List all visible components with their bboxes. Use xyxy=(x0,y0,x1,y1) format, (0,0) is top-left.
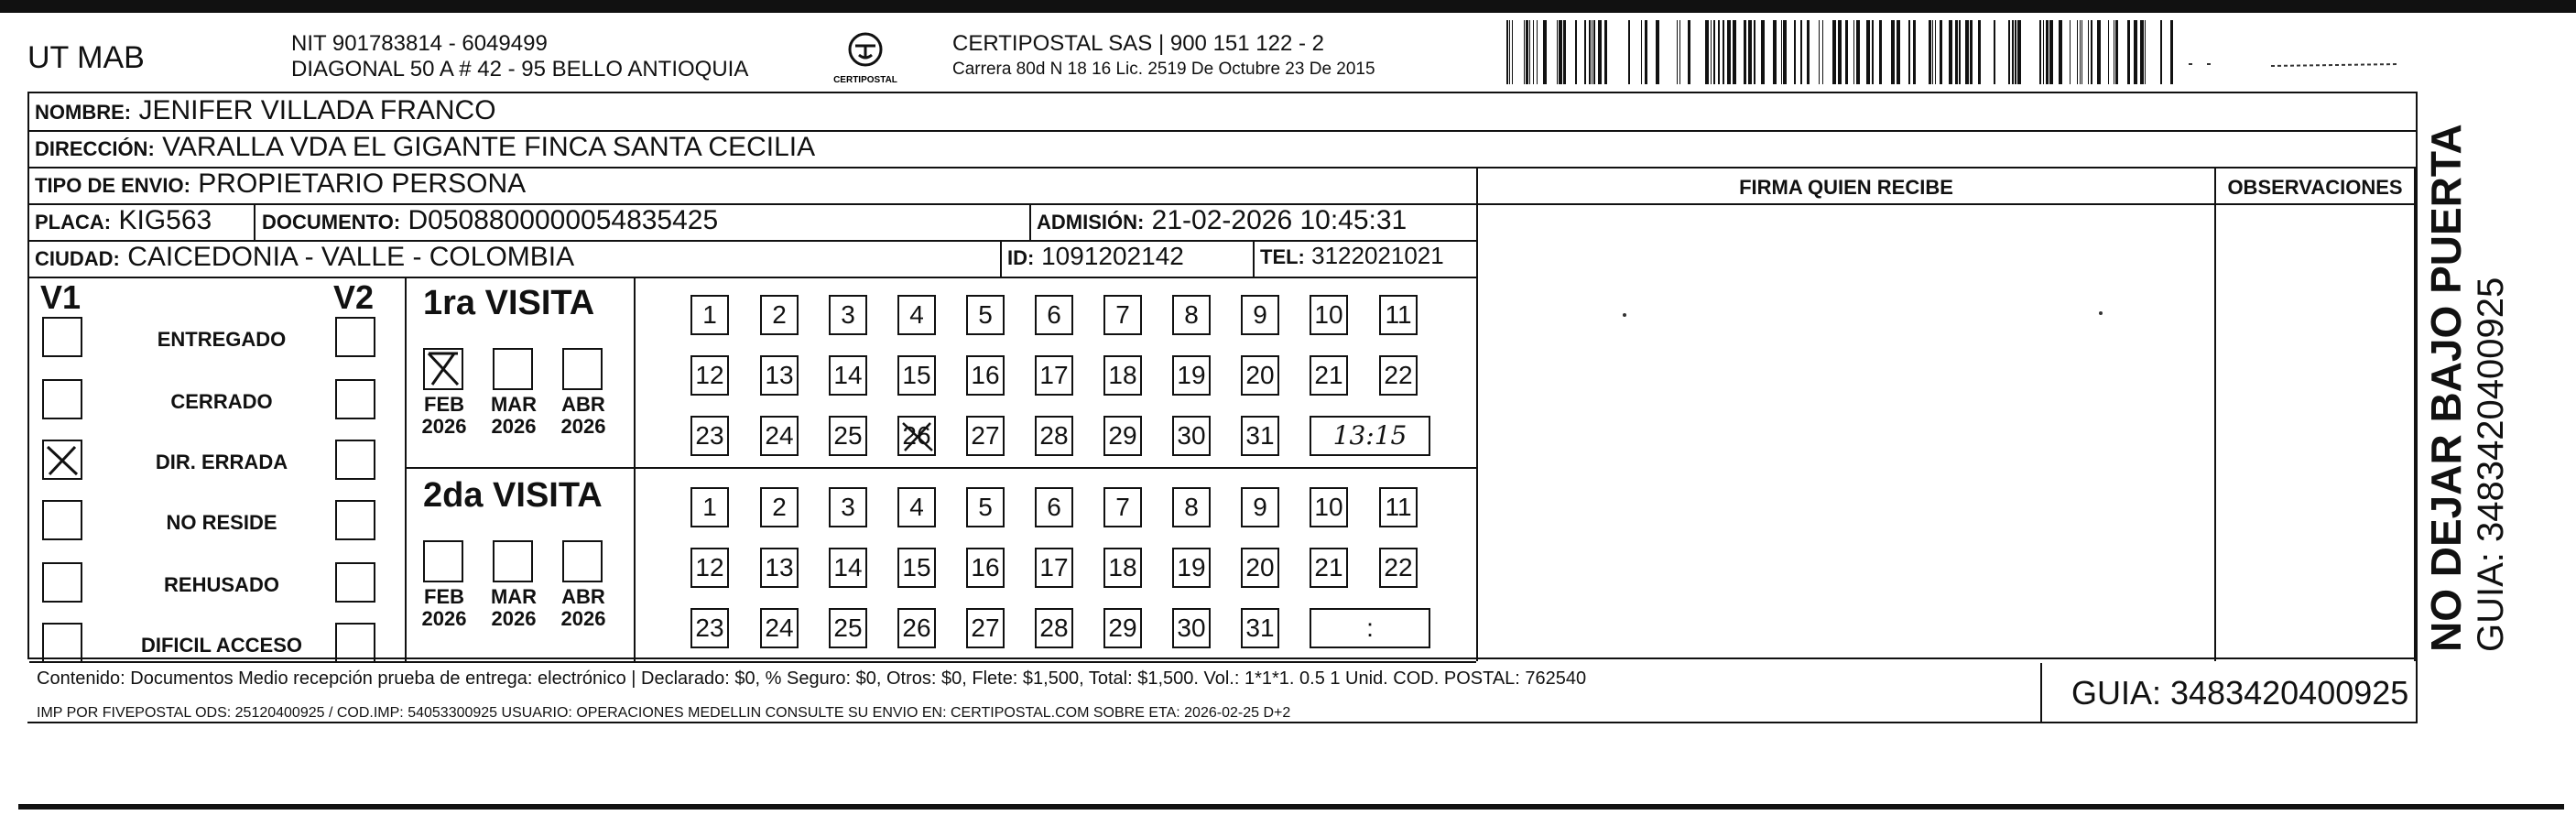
day-number: 4 xyxy=(909,300,924,329)
month-checkbox[interactable] xyxy=(423,348,463,390)
day-box[interactable] xyxy=(897,548,936,588)
day-box[interactable] xyxy=(1241,355,1279,396)
day-box[interactable] xyxy=(897,355,936,396)
day-number: 7 xyxy=(1115,300,1130,329)
day-number: 25 xyxy=(833,421,863,450)
day-box[interactable] xyxy=(760,416,799,456)
month-label xyxy=(412,394,476,438)
status-label: NO RESIDE xyxy=(166,511,277,534)
company-nit: NIT 901783814 - 6049499 xyxy=(291,31,548,56)
page-bottom-border xyxy=(18,804,2564,810)
month-label xyxy=(551,394,615,438)
firma-mark xyxy=(1623,313,1626,317)
side-guia-text: GUIA: 3483420400925 xyxy=(2471,277,2511,652)
day-number: 30 xyxy=(1177,421,1206,450)
day-box[interactable] xyxy=(1035,548,1073,588)
v2-checkbox[interactable] xyxy=(335,562,375,603)
status-label: ENTREGADO xyxy=(157,328,287,351)
day-number: 8 xyxy=(1184,493,1199,521)
day-number: 27 xyxy=(971,421,1000,450)
day-box[interactable] xyxy=(1035,295,1073,335)
day-box[interactable] xyxy=(1103,608,1142,648)
month-checkbox[interactable] xyxy=(493,348,533,390)
tel-label: TEL: xyxy=(1260,245,1305,268)
day-box[interactable] xyxy=(1103,548,1142,588)
day-number: 24 xyxy=(765,421,794,450)
day-box[interactable] xyxy=(1310,487,1348,527)
day-box[interactable] xyxy=(829,295,867,335)
day-box[interactable] xyxy=(1241,608,1279,648)
day-number: 5 xyxy=(978,493,993,521)
day-number: 27 xyxy=(971,614,1000,642)
month-year: 2026 xyxy=(560,415,606,438)
day-box[interactable] xyxy=(760,295,799,335)
carrier-address: Carrera 80d N 18 16 Lic. 2519 De Octubre 23 De 2015 xyxy=(952,60,1375,79)
day-number: 12 xyxy=(695,553,724,581)
nombre-label: NOMBRE: xyxy=(35,101,132,124)
day-box[interactable] xyxy=(1035,608,1073,648)
footer-bottom-line xyxy=(27,722,2418,723)
barcode xyxy=(1506,20,2184,84)
day-number: 20 xyxy=(1245,361,1275,389)
day-box[interactable] xyxy=(829,355,867,396)
page-top-border xyxy=(0,0,2576,13)
day-number: 29 xyxy=(1108,614,1137,642)
day-number: 8 xyxy=(1184,300,1199,329)
day-box[interactable] xyxy=(1172,548,1211,588)
day-number: 19 xyxy=(1177,553,1206,581)
day-number: 28 xyxy=(1039,421,1069,450)
carrier-name: CERTIPOSTAL SAS | 900 151 122 - 2 xyxy=(952,31,1324,56)
day-number: 10 xyxy=(1314,493,1343,521)
day-number: 19 xyxy=(1177,361,1206,389)
admision-field xyxy=(1037,205,1407,236)
day-box[interactable] xyxy=(1379,548,1418,588)
certipostal-logo-icon xyxy=(833,27,897,92)
day-number: 21 xyxy=(1314,361,1343,389)
status-label: DIFICIL ACCESO xyxy=(140,634,302,657)
v2-checkbox[interactable] xyxy=(335,440,375,480)
day-box[interactable] xyxy=(966,608,1005,648)
carrier-block xyxy=(952,31,1375,82)
check-mark-icon xyxy=(425,350,462,388)
v1-label: V1 xyxy=(40,278,82,316)
day-box[interactable] xyxy=(897,608,936,648)
day-box[interactable] xyxy=(1379,295,1418,335)
month-name: ABR xyxy=(561,585,605,608)
day-box[interactable] xyxy=(1103,416,1142,456)
direccion-field xyxy=(35,132,815,163)
day-box[interactable] xyxy=(829,416,867,456)
day-number: 6 xyxy=(1047,493,1061,521)
day-box[interactable] xyxy=(1172,355,1211,396)
day-number: 3 xyxy=(841,300,855,329)
direccion-value: VARALLA VDA EL GIGANTE FINCA SANTA CECILIA xyxy=(162,132,816,162)
tel-value: 3122021021 xyxy=(1311,242,1444,269)
day-box[interactable] xyxy=(1035,355,1073,396)
day-box[interactable] xyxy=(1310,355,1348,396)
day-number: 9 xyxy=(1253,300,1267,329)
day-box[interactable] xyxy=(1103,487,1142,527)
day-box[interactable] xyxy=(690,355,729,396)
month-name: MAR xyxy=(490,393,538,416)
month-checkbox[interactable] xyxy=(562,540,603,582)
v2-checkbox[interactable] xyxy=(335,379,375,419)
day-box[interactable] xyxy=(760,487,799,527)
day-number: 23 xyxy=(695,614,724,642)
status-label: DIR. ERRADA xyxy=(155,451,288,473)
day-number: 18 xyxy=(1108,361,1137,389)
documento-value: D0508800000054835425 xyxy=(408,205,719,235)
day-number: 22 xyxy=(1384,361,1413,389)
day-number: 2 xyxy=(772,300,787,329)
day-number: 30 xyxy=(1177,614,1206,642)
nombre-field xyxy=(35,95,496,126)
month-year: 2026 xyxy=(421,607,467,630)
ciudad-field xyxy=(35,242,574,273)
day-box[interactable] xyxy=(966,416,1005,456)
day-box[interactable] xyxy=(966,487,1005,527)
ciudad-label: CIUDAD: xyxy=(35,247,120,270)
id-value: 1091202142 xyxy=(1041,242,1184,270)
day-number: 15 xyxy=(902,361,931,389)
firma-header: FIRMA QUIEN RECIBE xyxy=(1739,176,1953,199)
id-field xyxy=(1007,242,1184,271)
day-box[interactable] xyxy=(1310,548,1348,588)
v1-checkbox[interactable] xyxy=(42,562,82,603)
day-number: 24 xyxy=(765,614,794,642)
v2-checkbox[interactable] xyxy=(335,500,375,540)
day-box[interactable] xyxy=(760,355,799,396)
month-name: ABR xyxy=(561,393,605,416)
day-box[interactable] xyxy=(897,295,936,335)
day-box[interactable] xyxy=(897,416,936,456)
direccion-label: DIRECCIÓN: xyxy=(35,137,155,160)
day-number: 29 xyxy=(1108,421,1137,450)
footer-contents: Contenido: Documentos Medio recepción prueba de entrega: electrónico | Declarado: $0, % Seguro: $0, Otros: $0, Flete: $1,500, Total: $1,500. Vol.: 1*1*1. 0.5 1 Unid. COD. POSTAL: 762540 xyxy=(37,668,1587,689)
company-address: DIAGONAL 50 A # 42 - 95 BELLO ANTIOQUIA xyxy=(291,57,749,82)
admision-label: ADMISIÓN: xyxy=(1037,211,1145,234)
month-year: 2026 xyxy=(491,607,537,630)
company-name: UT MAB xyxy=(27,40,145,75)
day-box[interactable] xyxy=(1241,487,1279,527)
day-box[interactable] xyxy=(690,295,729,335)
month-year: 2026 xyxy=(560,607,606,630)
day-number: 31 xyxy=(1245,421,1275,450)
day-number: 9 xyxy=(1253,493,1267,521)
day-number: 7 xyxy=(1115,493,1130,521)
day-box[interactable] xyxy=(760,548,799,588)
visit-title: 1ra VISITA xyxy=(423,284,595,322)
day-box[interactable] xyxy=(760,608,799,648)
v1-checkbox[interactable] xyxy=(42,379,82,419)
day-number: 12 xyxy=(695,361,724,389)
day-box[interactable] xyxy=(1241,416,1279,456)
day-number: 21 xyxy=(1314,553,1343,581)
day-number: 22 xyxy=(1384,553,1413,581)
day-number: 16 xyxy=(971,361,1000,389)
day-mark-icon xyxy=(899,418,936,456)
day-number: 4 xyxy=(909,493,924,521)
day-box[interactable] xyxy=(1035,416,1073,456)
v1-checkbox[interactable] xyxy=(42,623,82,663)
documento-field xyxy=(262,205,718,236)
day-number: 13 xyxy=(765,361,794,389)
month-year: 2026 xyxy=(491,415,537,438)
day-number: 1 xyxy=(702,493,717,521)
day-box[interactable] xyxy=(1172,295,1211,335)
tipo-envio-label: TIPO DE ENVIO: xyxy=(35,174,190,197)
ciudad-value: CAICEDONIA - VALLE - COLOMBIA xyxy=(127,242,575,272)
v1-checkbox[interactable] xyxy=(42,500,82,540)
placa-value: KIG563 xyxy=(118,205,212,235)
day-number: 11 xyxy=(1385,493,1412,521)
v2-label: V2 xyxy=(333,278,375,316)
month-checkbox[interactable] xyxy=(562,348,603,390)
month-checkbox[interactable] xyxy=(423,540,463,582)
tel-field xyxy=(1260,242,1444,270)
footer-print-info: IMP POR FIVEPOSTAL ODS: 25120400925 / COD.IMP: 54053300925 USUARIO: OPERACIONES MEDELLIN CONSULTE SU ENVIO EN: CERTIPOSTAL.COM SOBRE ETA: 2026-02-25 D+2 xyxy=(37,705,1291,721)
day-number: 10 xyxy=(1314,300,1343,329)
v2-checkbox[interactable] xyxy=(335,317,375,357)
footer-divider xyxy=(2040,663,2042,722)
month-name: FEB xyxy=(424,393,464,416)
day-number: 16 xyxy=(971,553,1000,581)
day-number: 2 xyxy=(772,493,787,521)
day-box[interactable] xyxy=(690,487,729,527)
day-number: 17 xyxy=(1039,361,1069,389)
day-box[interactable] xyxy=(966,355,1005,396)
month-label xyxy=(482,394,546,438)
day-box[interactable] xyxy=(1241,295,1279,335)
guia-number: GUIA: 3483420400925 xyxy=(2071,674,2409,712)
tipo-envio-value: PROPIETARIO PERSONA xyxy=(198,168,527,199)
day-number: 5 xyxy=(978,300,993,329)
day-number: 23 xyxy=(695,421,724,450)
day-box[interactable] xyxy=(1379,355,1418,396)
day-box[interactable] xyxy=(966,548,1005,588)
observaciones-header: OBSERVACIONES xyxy=(2227,176,2403,199)
day-number: 26 xyxy=(902,421,931,450)
month-label xyxy=(412,586,476,630)
time-field[interactable]: 13:15 xyxy=(1310,416,1430,456)
day-box[interactable] xyxy=(897,487,936,527)
day-number: 13 xyxy=(765,553,794,581)
day-number: 18 xyxy=(1108,553,1137,581)
firma-mark xyxy=(2099,311,2103,315)
day-box[interactable] xyxy=(690,608,729,648)
day-number: 14 xyxy=(833,553,863,581)
day-box[interactable] xyxy=(1103,295,1142,335)
admision-value: 21-02-2026 10:45:31 xyxy=(1151,205,1408,235)
footer-right-line xyxy=(2416,657,2418,723)
logo-text: CERTIPOSTAL xyxy=(833,75,897,85)
day-box[interactable] xyxy=(690,548,729,588)
day-box[interactable] xyxy=(690,416,729,456)
day-number: 15 xyxy=(902,553,931,581)
day-number: 20 xyxy=(1245,553,1275,581)
day-box[interactable] xyxy=(1035,487,1073,527)
month-label xyxy=(482,586,546,630)
id-label: ID: xyxy=(1007,246,1035,269)
side-warning xyxy=(2422,124,2512,652)
day-number: 6 xyxy=(1047,300,1061,329)
day-box[interactable] xyxy=(1379,487,1418,527)
month-name: FEB xyxy=(424,585,464,608)
delivery-form xyxy=(27,92,2418,659)
status-label: CERRADO xyxy=(170,390,273,413)
placa-field xyxy=(35,205,212,236)
day-box[interactable] xyxy=(1172,487,1211,527)
v2-checkbox[interactable] xyxy=(335,623,375,663)
day-box[interactable] xyxy=(1103,355,1142,396)
month-label xyxy=(551,586,615,630)
day-number: 1 xyxy=(702,300,717,329)
status-label: REHUSADO xyxy=(164,573,279,596)
day-box[interactable] xyxy=(829,608,867,648)
month-year: 2026 xyxy=(421,415,467,438)
nombre-value: JENIFER VILLADA FRANCO xyxy=(138,95,496,125)
v1-checkbox[interactable] xyxy=(42,440,82,480)
time-field[interactable]: : xyxy=(1310,608,1430,648)
day-box[interactable] xyxy=(829,487,867,527)
day-number: 26 xyxy=(902,614,931,642)
day-number: 28 xyxy=(1039,614,1069,642)
documento-label: DOCUMENTO: xyxy=(262,211,401,234)
day-number: 14 xyxy=(833,361,863,389)
visit-title: 2da VISITA xyxy=(423,476,603,515)
day-number: 17 xyxy=(1039,553,1069,581)
day-number: 25 xyxy=(833,614,863,642)
check-mark-icon xyxy=(44,441,81,478)
placa-label: PLACA: xyxy=(35,211,112,234)
month-name: MAR xyxy=(490,585,538,608)
month-checkbox[interactable] xyxy=(493,540,533,582)
v1-checkbox[interactable] xyxy=(42,317,82,357)
day-box[interactable] xyxy=(1310,295,1348,335)
barcode-tail-marks xyxy=(2189,55,2418,73)
tipo-envio-field xyxy=(35,168,526,200)
side-warning-text: NO DEJAR BAJO PUERTA xyxy=(2422,124,2470,652)
day-number: 31 xyxy=(1245,614,1275,642)
day-box[interactable] xyxy=(1172,608,1211,648)
day-box[interactable] xyxy=(966,295,1005,335)
day-number: 11 xyxy=(1385,300,1412,329)
day-box[interactable] xyxy=(1241,548,1279,588)
day-box[interactable] xyxy=(829,548,867,588)
day-number: 3 xyxy=(841,493,855,521)
day-box[interactable] xyxy=(1172,416,1211,456)
company-nit-block xyxy=(291,31,748,82)
